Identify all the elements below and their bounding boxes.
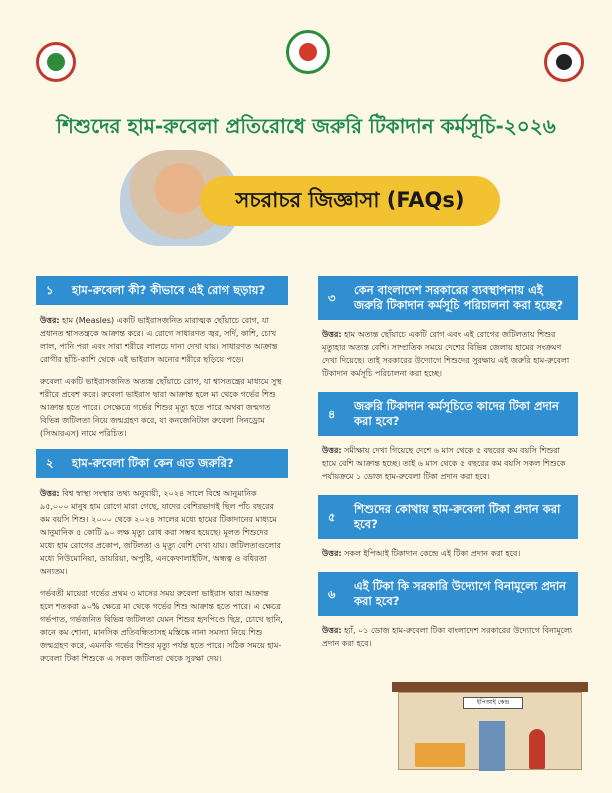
question-text: হাম-রুবেলা টিকা কেন এত জরুরি?: [72, 456, 234, 470]
question-number: ৬: [328, 586, 336, 601]
question-text: শিশুদের কোথায় হাম-রুবেলা টিকা প্রদান করা হবে?: [354, 502, 561, 531]
answer-label: উত্তর:: [40, 316, 60, 325]
answer-text: বিশ্ব স্বাস্থ্য সংস্থার তথ্য অনুযায়ী, ২০২৪ সালে বিশ্বে আনুমানিক ৯৫,০০০ মানুষ হাম রোগে মারা গেছে, যাদের বেশিরভাগই ছিল পাঁচ বছরের কম বয়সি শিশু। ২০০০ থেকে ২০২৪ সালের মধ্যে হামের টিকাদানের মাধ্যমে আনুমানিক ৫ কোটি ৯০ লক্ষ মৃত্যু রোধ করা সম্ভব হয়েছে। মূলত শিশুদের মধ্যে হাম রোগের প্রকোপ, জটিলতা ও মৃত্যু বেশি দেখা যায়। জটিলতাগুলোর মধ্যে নিউমোনিয়া, ডায়রিয়া, অপুষ্টি, এনকেফালাইটিস, অন্ধত্ব ও বধিরতা অন্যতম।: [40, 489, 281, 576]
answer-text: সকল ইপিআই টিকাদান কেন্দ্রে এই টিকা প্রদান করা হবে।: [344, 549, 521, 558]
question-number: ৪: [328, 406, 336, 421]
faq-question-5: [318, 495, 578, 539]
answer-text: হাম অত্যন্ত ছোঁয়াচে একটি রোগ এবং এই রোগের জটিলতায় শিশুর মৃত্যুহার অত্যন্ত বেশি। সাম্প্রতিক সময়ে দেশের বিভিন্ন জেলায় হামের সংক্রমণ দেখা দিয়েছে। তাই সরকারের উদ্যোগে শিশুদের সুরক্ষায় এই জরুরি হাম-রুবেলা টিকাদান কর্মসূচি পরিচালনা করা হচ্ছে।: [322, 330, 570, 378]
question-number: ২: [46, 456, 54, 470]
faq-banner: সচরাচর জিজ্ঞাসা (FAQs): [200, 176, 500, 226]
faq-question-3: [318, 276, 578, 320]
answer-label: উত্তর:: [322, 626, 342, 635]
clinic-table: [415, 743, 465, 767]
health-worker-figure: [529, 729, 545, 769]
epi-logo: [544, 42, 584, 82]
question-text: হাম-রুবেলা কী? কীভাবে এই রোগ ছড়ায়?: [72, 283, 266, 297]
answer-text: সমীক্ষায় দেখা গিয়েছে দেশে ৬ মাস থেকে ৫ বছরের কম বয়সি শিশুরা হামে বেশি আক্রান্ত হচ্ছে। তাই ৬ মাস থেকে ৫ বছরের কম বয়সি সকল শিশুকে পর্যায়ক্রমে ১ ডোজ হাম-রুবেলা টিকা প্রদান করা হবে।: [322, 446, 566, 481]
question-text: কেন বাংলাদেশ সরকারের ব্যবস্থাপনায় এই জরুরি টিকাদান কর্মসূচি পরিচালনা করা হচ্ছে?: [354, 283, 564, 312]
faq-answer-2-extra: গর্ভবতী মায়েরা গর্ভের প্রথম ৩ মাসের সময় রুবেলা ভাইরাস দ্বারা আক্রান্ত হলে শতকরা ৯০% ক্ষেত্রে মা থেকে গর্ভের শিশু আক্রান্ত হতে পারে। এ ক্ষেত্রে গর্ভপাত, গর্ভজনিত বিভিন্ন জটিলতা যেমন শিশুর হৃদপিণ্ডে ছিদ্র, চোখে ছানি, কানে কম শোনা, মানসিক প্রতিবন্ধিতাসহ মস্তিষ্কে নানা সমস্যা নিয়ে শিশু জন্মগ্রহণ করে, এমনকি গর্ভের শিশুর মৃত্যু পর্যন্ত হতে পারে। সঠিক সময়ে হাম-রুবেলা টিকা শিশুকে এ সকল জটিলতা থেকে সুরক্ষা দেয়।: [40, 589, 283, 663]
health-dept-logo: [36, 42, 76, 82]
faq-answer-6: [322, 624, 574, 650]
faq-question-6: [318, 572, 578, 616]
faq-answer-2: [40, 487, 284, 578]
faq-question-1: [36, 276, 288, 305]
clinic-illustration: [392, 682, 588, 772]
question-number: ১: [46, 283, 54, 297]
answer-text: হাম (Measles) একটি ভাইরাসজনিত মারাত্মক ছোঁয়াচে রোগ, যা প্রধানত শ্বাসতন্ত্রকে আক্রান্ত করে। এ রোগে সাধারণত জ্বর, সর্দি, কাশি, চোখ লাল, পানি পরা এবং সারা শরীরে লালচে দানা দেখা যায়। সাধারণত আক্রান্ত রোগীর হাঁচি-কাশি থেকে এই ভাইরাস অন্যের শরীরে ছড়িয়ে পড়ে।: [40, 316, 278, 364]
answer-label: উত্তর:: [322, 446, 342, 455]
answer-label: উত্তর:: [40, 489, 60, 498]
answer-label: উত্তর:: [322, 549, 342, 558]
faq-question-4: [318, 392, 578, 436]
right-column: [318, 276, 578, 662]
clinic-sign: ইপিআই কেন্দ্র: [463, 697, 523, 709]
faq-answer-1-extra: রুবেলা একটি ভাইরাসজনিত অত্যন্ত ছোঁয়াচে রোগ, যা শ্বাসতন্ত্রের মাধ্যমে সুস্থ শরীরে প্রবেশ করে। রুবেলা ভাইরাস দ্বারা আক্রান্ত হলে মা থেকে গর্ভের শিশু আক্রান্ত হতে পারে। সেক্ষেত্রে গর্ভের শিশুর মৃত্যু হতে পারে অথবা জন্মগত বিভিন্ন জটিলতা নিয়ে জন্মগ্রহণ করে, যা কনজেনিটাল রুবেলা সিনড্রোম (সিআরএস) নামে পরিচিত।: [40, 377, 282, 438]
faq-answer-1: [40, 314, 284, 366]
clinic-door: [479, 721, 505, 771]
faq-question-2: [36, 449, 288, 478]
question-text: এই টিকা কি সরকারি উদ্যোগে বিনামূল্যে প্রদান করা হবে?: [354, 579, 567, 608]
answer-text: হ্যাঁ, ০১ ডোজ হাম-রুবেলা টিকা বাংলাদেশ সরকারের উদ্যোগে বিনামূল্যে প্রদান করা হবে।: [322, 626, 573, 648]
question-text: জরুরি টিকাদান কর্মসূচিতে কাদের টিকা প্রদান করা হবে?: [354, 399, 559, 428]
question-number: ৩: [328, 290, 336, 305]
page-title: শিশুদের হাম-রুবেলা প্রতিরোধে জরুরি টিকাদান কর্মসূচি-২০২৬: [56, 114, 556, 138]
faq-answer-5: [322, 547, 574, 560]
question-number: ৫: [328, 509, 336, 524]
hero-section: [120, 150, 500, 250]
clinic-roof: [392, 682, 588, 692]
govt-seal-logo: [286, 30, 330, 74]
faq-answer-4: [322, 444, 574, 483]
faq-answer-3: [322, 328, 574, 380]
clinic-wall: [398, 692, 582, 770]
answer-label: উত্তর:: [322, 330, 342, 339]
left-column: [36, 276, 288, 674]
